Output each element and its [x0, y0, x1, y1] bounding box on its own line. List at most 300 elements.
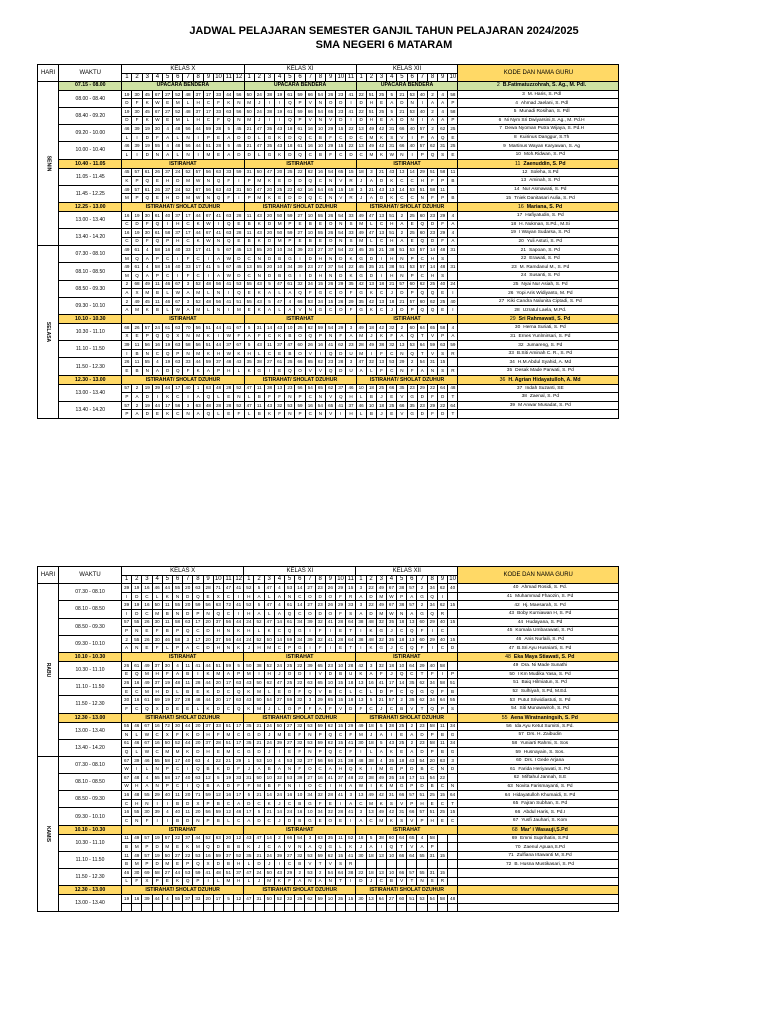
subject-code-cell: N	[397, 609, 407, 618]
subject-code-cell: I	[234, 177, 244, 186]
teacher-code-cell: 5	[387, 90, 397, 99]
teacher-code-cell: 5	[387, 107, 397, 116]
subject-code-cell: C	[234, 748, 244, 757]
teacher-code-cell: 22	[346, 246, 356, 255]
teacher-entry	[458, 739, 619, 748]
subject-code-cell: F	[142, 817, 152, 826]
teacher-code-cell: 46	[142, 756, 152, 765]
teacher-code-cell: 44	[203, 661, 213, 670]
teacher-code-cell: 58	[162, 756, 172, 765]
subject-code-cell: Q	[346, 765, 356, 774]
subject-code-cell: B	[275, 272, 285, 281]
subject-code-cell: A	[264, 306, 274, 315]
teacher-code-cell: 54	[315, 107, 325, 116]
teacher-code-cell: 61	[152, 229, 162, 238]
subject-code-cell: N	[315, 99, 325, 108]
teacher-code-cell: 35	[407, 679, 417, 688]
subject-code-cell: V	[305, 349, 315, 358]
teacher-code-cell: 13	[397, 341, 407, 350]
teacher-code-cell: 17	[183, 229, 193, 238]
teacher-code-cell: 37	[173, 229, 183, 238]
time-slot: 11.50 - 12.30	[59, 696, 122, 713]
subject-code-cell: Q	[427, 306, 437, 315]
subject-code-cell: F	[132, 99, 142, 108]
subject-code-cell: E	[132, 332, 142, 341]
subject-code-cell: K	[376, 799, 386, 808]
teacher-code-cell: 43	[254, 229, 264, 238]
subject-code-cell: P	[285, 220, 295, 229]
class-number: 11	[225, 74, 232, 81]
subject-code-cell: I	[376, 272, 386, 281]
subject-code-cell: K	[213, 765, 223, 774]
subject-code-cell: H	[234, 860, 244, 869]
teacher-code-cell: 2	[397, 211, 407, 220]
break-label: UPACARA BENDERA	[122, 82, 244, 91]
teacher-code-cell: 48	[183, 90, 193, 99]
subject-code-cell: V	[407, 843, 417, 852]
col-header-hari: HARI	[38, 65, 59, 82]
teacher-code: 34	[509, 359, 515, 365]
teacher-code: 68	[511, 826, 518, 833]
subject-code-cell: Q	[234, 289, 244, 298]
teacher-code-cell: 33	[346, 601, 356, 610]
subject-code-cell: C	[326, 306, 336, 315]
subject-code-cell: I	[203, 877, 213, 886]
class-number: 6	[407, 73, 417, 82]
teacher-code-cell: 52	[193, 280, 203, 289]
subject-code-cell: H	[387, 237, 397, 246]
teacher-code-cell: 45	[234, 125, 244, 134]
subject-code-cell	[448, 843, 458, 852]
subject-code-cell: N	[183, 133, 193, 142]
schedule-row-subjects	[38, 670, 619, 679]
teacher-code-cell: 27	[295, 211, 305, 220]
subject-code-cell: Q	[285, 99, 295, 108]
break-label: ISTIRAHAT	[122, 652, 244, 661]
subject-code-cell: A	[172, 670, 182, 679]
subject-code-cell: M	[376, 765, 386, 774]
teacher-code-cell: 57	[397, 280, 407, 289]
time-slot: 12.30 - 13.00	[59, 886, 122, 895]
teacher-code-cell: 34	[315, 297, 325, 306]
subject-code-cell: I	[356, 644, 366, 653]
subject-code-cell: K	[183, 731, 193, 740]
subject-code-cell: L	[366, 237, 376, 246]
teacher-code-cell: 51	[387, 229, 397, 238]
teacher-code-cell: 41	[213, 211, 223, 220]
schedule-row-codes	[38, 696, 619, 705]
teacher-entry	[458, 220, 619, 229]
subject-code-cell: K	[163, 410, 173, 419]
subject-code-cell: H	[193, 99, 203, 108]
subject-code-cell: P	[162, 782, 172, 791]
teacher-code-cell: 2	[407, 722, 417, 731]
teacher-code: 40	[513, 585, 519, 591]
teacher-code-cell: 26	[122, 358, 132, 367]
subject-code-cell: K	[234, 627, 244, 636]
teacher-code-cell: 47	[264, 618, 274, 627]
subject-code-cell: D	[285, 133, 295, 142]
subject-code-cell: M	[142, 289, 152, 298]
break-label: ISTIRAHAT	[356, 315, 458, 324]
teacher-name: Farida Heriyawati, S. Pd	[518, 766, 571, 772]
break-row	[38, 202, 619, 211]
teacher-code-cell: 37	[193, 90, 203, 99]
subject-code-cell: D	[152, 860, 162, 869]
subject-code-cell: C	[285, 860, 295, 869]
subject-code-cell: N	[417, 877, 427, 886]
subject-code-cell: G	[448, 731, 458, 740]
subject-code-cell: V	[325, 860, 335, 869]
teacher-entry	[458, 834, 619, 843]
teacher-code-cell: 25	[285, 661, 295, 670]
subject-code-cell: H	[387, 272, 397, 281]
subject-code-cell: V	[336, 194, 346, 203]
schedule-row-codes	[38, 635, 619, 644]
teacher-entry	[458, 704, 619, 713]
subject-code-cell: I	[173, 272, 183, 281]
schedule-row-codes	[38, 618, 619, 627]
teacher-code-cell: 3	[346, 791, 356, 800]
teacher-code-cell: 2	[417, 584, 427, 593]
teacher-code-cell: 44	[234, 618, 244, 627]
teacher-code-cell: 64	[376, 895, 386, 904]
subject-code-cell: G	[305, 799, 315, 808]
subject-code-cell: K	[254, 289, 264, 298]
teacher-code-cell	[437, 834, 447, 843]
teacher-code-cell: 19	[142, 125, 152, 134]
teacher-code-cell: 17	[234, 791, 244, 800]
teacher-code-cell: 16	[152, 341, 162, 350]
teacher-code-cell: 40	[437, 618, 447, 627]
teacher-code-cell: 24	[264, 722, 274, 731]
teacher-code-cell: 55	[448, 696, 458, 705]
teacher-code: 18	[510, 221, 517, 227]
teacher-name: Muhammad Fhaozin, S. Pd	[515, 594, 574, 600]
teacher-code-cell: 45	[234, 263, 244, 272]
subject-code-cell: A	[438, 116, 448, 125]
subject-code-cell: E	[387, 410, 397, 419]
subject-code-cell: D	[366, 254, 376, 263]
subject-code-cell: C	[163, 254, 173, 263]
subject-code-cell: K	[183, 843, 193, 852]
teacher-code-cell: 11	[254, 384, 264, 393]
teacher-code-cell: 15	[346, 895, 356, 904]
teacher-code-cell: 28	[213, 401, 223, 410]
teacher-code-cell: 24	[173, 185, 183, 194]
subject-code-cell: C	[305, 150, 315, 159]
class-number: 3	[142, 73, 152, 82]
teacher-code-cell: 23	[315, 601, 325, 610]
document-header	[0, 24, 768, 52]
teacher-code-cell: 53	[407, 90, 417, 99]
teacher-code-cell: 52	[244, 601, 254, 610]
subject-code-cell: D	[285, 194, 295, 203]
teacher-code-cell: 33	[183, 358, 193, 367]
subject-code-cell: G	[315, 306, 325, 315]
teacher-entry	[458, 765, 619, 774]
subject-code-cell: V	[326, 410, 336, 419]
teacher-code-cell: 5	[213, 774, 223, 783]
subject-code-cell: E	[448, 150, 458, 159]
teacher-code-cell: 11	[244, 211, 254, 220]
teacher-code-cell: 22	[183, 851, 193, 860]
teacher-code-cell: 59	[285, 229, 295, 238]
subject-code-cell: B	[448, 177, 458, 186]
subject-code-cell: M	[122, 194, 132, 203]
teacher-code-cell: 49	[376, 601, 386, 610]
teacher-code: 26	[508, 290, 514, 296]
teacher-code-cell: 39	[152, 384, 162, 393]
teacher-code-cell: 37	[193, 107, 203, 116]
subject-code-cell: D	[346, 150, 356, 159]
teacher-code-cell: 57	[407, 584, 417, 593]
teacher-code-cell: 65	[315, 384, 325, 393]
subject-code-cell: C	[122, 220, 132, 229]
teacher-code-cell: 11	[437, 722, 447, 731]
teacher-code-cell: 64	[407, 851, 417, 860]
time-slot: 11.10 - 11.50	[59, 851, 122, 868]
teacher-code-cell: 14	[274, 635, 284, 644]
subject-code-cell: C	[437, 644, 447, 653]
subject-code-cell: B	[234, 843, 244, 852]
subject-code-cell: C	[356, 150, 366, 159]
teacher-code-cell: 41	[346, 739, 356, 748]
teacher-name: Aena Wiratnaningsih, S. Pd	[510, 714, 578, 721]
subject-code-cell: E	[213, 150, 223, 159]
teacher-code-cell: 21	[376, 246, 386, 255]
subject-code-cell: D	[244, 799, 254, 808]
subject-code-cell: W	[122, 782, 132, 791]
teacher-code-cell: 65	[315, 679, 325, 688]
subject-code-cell: X	[203, 860, 213, 869]
subject-code-cell: D	[417, 731, 427, 740]
subject-code-cell: V	[295, 306, 305, 315]
teacher-code-cell: 65	[427, 324, 437, 333]
subject-code-cell: D	[234, 150, 244, 159]
subject-code-cell: U	[346, 670, 356, 679]
teacher-code-cell: 4	[163, 125, 173, 134]
teacher-code-cell: 10	[264, 774, 274, 783]
teacher-code-cell: 39	[295, 263, 305, 272]
subject-code-cell	[417, 860, 427, 869]
teacher-entry	[458, 384, 619, 393]
subject-code-cell: Q	[427, 592, 437, 601]
teacher-code-cell: 38	[397, 601, 407, 610]
subject-code-cell: E	[325, 799, 335, 808]
teacher-code-cell: 18	[376, 401, 386, 410]
teacher-code-cell: 17	[172, 756, 182, 765]
subject-code-cell: A	[407, 731, 417, 740]
subject-code-cell: A	[213, 254, 223, 263]
subject-code-cell: O	[305, 765, 315, 774]
teacher-code-cell: 33	[183, 263, 193, 272]
subject-code-cell: A	[193, 393, 203, 402]
teacher-code-cell: 41	[193, 661, 203, 670]
subject-code-cell: K	[244, 843, 254, 852]
teacher-code: 12	[522, 169, 528, 175]
subject-code-cell: F	[437, 687, 447, 696]
teacher-code-cell: 4	[203, 756, 213, 765]
subject-code-cell: Q	[163, 332, 173, 341]
teacher-code-cell: 44	[193, 834, 203, 843]
subject-code-cell: D	[356, 877, 366, 886]
subject-code-cell: I	[305, 627, 315, 636]
subject-code-cell: G	[356, 254, 366, 263]
subject-code-cell: I	[335, 799, 345, 808]
subject-code-cell: D	[427, 237, 437, 246]
subject-code-cell: I	[234, 194, 244, 203]
teacher-code-cell: 67	[234, 341, 244, 350]
teacher-code-cell: 47	[254, 834, 264, 843]
teacher-code: 60	[516, 758, 522, 764]
teacher-code-cell: 67	[203, 211, 213, 220]
teacher-code-cell: 37	[213, 358, 223, 367]
teacher-code-cell: 31	[254, 324, 264, 333]
subject-code-cell: K	[203, 687, 213, 696]
subject-code-cell: P	[244, 194, 254, 203]
subject-code-cell: W	[193, 194, 203, 203]
class-number: 10	[337, 576, 344, 583]
teacher-code-cell: 4	[438, 107, 448, 116]
teacher-code-cell: 55	[152, 142, 162, 151]
teacher-code-cell: 23	[417, 401, 427, 410]
teacher-code-cell: 67	[152, 107, 162, 116]
subject-code-cell: N	[183, 410, 193, 419]
subject-code-cell: I	[356, 627, 366, 636]
schedule-row-subjects	[38, 272, 619, 281]
subject-code-cell: C	[397, 177, 407, 186]
subject-code-cell: P	[438, 332, 448, 341]
teacher-entry	[458, 297, 619, 306]
teacher-code-cell: 24	[254, 90, 264, 99]
subject-code-cell: K	[366, 289, 376, 298]
subject-code-cell: G	[305, 817, 315, 826]
subject-code-cell: I	[132, 150, 142, 159]
subject-code-cell: H	[244, 609, 254, 618]
subject-code-cell: N	[285, 765, 295, 774]
teacher-code-cell: 56	[223, 618, 233, 627]
teacher-code-cell: 33	[346, 211, 356, 220]
teacher-entry	[458, 679, 619, 688]
subject-code-cell: M	[356, 237, 366, 246]
subject-code-cell: Q	[152, 237, 162, 246]
teacher-code-cell: 4	[162, 895, 172, 904]
subject-code-cell: A	[213, 272, 223, 281]
teacher-code-cell: 22	[366, 584, 376, 593]
teacher-code-cell: 53	[285, 774, 295, 783]
teacher-code-cell: 29	[315, 696, 325, 705]
teacher-name: Aminah, S. Pd	[529, 178, 560, 184]
subject-code-cell: E	[122, 687, 132, 696]
teacher-code-cell: 65	[326, 185, 336, 194]
teacher-code-cell: 11	[183, 679, 193, 688]
teacher-code-cell: 11	[448, 168, 458, 177]
teacher-name: B.Fatimatuzzohrah, S. Ag., M. Pdl.	[502, 82, 587, 89]
subject-code-cell: L	[203, 306, 213, 315]
subject-code-cell: O	[326, 99, 336, 108]
teacher-code-cell: 10	[264, 756, 274, 765]
teacher-code-cell: 1	[244, 756, 254, 765]
teacher-code-cell: 22	[438, 401, 448, 410]
teacher-name: Erawati, S. Pd	[529, 256, 560, 262]
teacher-code-cell: 15	[326, 297, 336, 306]
class-number: 10	[215, 74, 222, 81]
subject-code-cell: B	[244, 237, 254, 246]
teacher-code-cell: 58	[152, 246, 162, 255]
subject-code-cell: W	[224, 332, 234, 341]
teacher-code-cell: 23	[417, 739, 427, 748]
subject-code-cell: P	[407, 782, 417, 791]
subject-code-cell: A	[356, 592, 366, 601]
subject-code-cell: C	[142, 609, 152, 618]
subject-code-cell: F	[325, 704, 335, 713]
col-header-kode: KODE DAN NAMA GURU	[458, 567, 619, 584]
subject-code-cell: T	[315, 860, 325, 869]
class-number: 4	[387, 73, 397, 82]
schedule-row-codes	[38, 125, 619, 134]
teacher-code-cell: 45	[142, 107, 152, 116]
subject-code-cell: I	[183, 765, 193, 774]
col-header-waktu: WAKTU	[59, 65, 122, 82]
teacher-code-cell	[448, 851, 458, 860]
subject-code-cell	[223, 903, 233, 912]
teacher-entry	[458, 168, 619, 177]
subject-code-cell: B	[275, 254, 285, 263]
subject-code-cell: L	[275, 289, 285, 298]
teacher-code-cell: 53	[417, 895, 427, 904]
teacher-code-cell: 48	[366, 618, 376, 627]
teacher-code-cell: 60	[295, 341, 305, 350]
teacher-code-cell: 31	[234, 185, 244, 194]
subject-code-cell: D	[152, 843, 162, 852]
teacher-code-cell: 32	[295, 851, 305, 860]
time-slot: 13.40 - 14.20	[59, 739, 122, 756]
teacher-code-cell: 48	[366, 635, 376, 644]
teacher-code-cell: 39	[122, 601, 132, 610]
teacher-code-cell: 17	[193, 246, 203, 255]
subject-code-cell: D	[234, 254, 244, 263]
teacher-code-cell: 28	[234, 229, 244, 238]
subject-code-cell: N	[326, 254, 336, 263]
subject-code-cell: R	[346, 194, 356, 203]
subject-code-cell: H	[203, 748, 213, 757]
teacher-code-cell: 60	[417, 297, 427, 306]
subject-code-cell	[448, 627, 458, 636]
subject-code-cell: N	[285, 410, 295, 419]
teacher-code-cell: 56	[203, 808, 213, 817]
teacher-code-cell: 66	[305, 107, 315, 116]
subject-code-cell: E	[163, 99, 173, 108]
teacher-code-cell: 55	[315, 229, 325, 238]
teacher-code: 28	[514, 307, 520, 313]
break-row	[38, 713, 619, 722]
teacher-code-cell: 25	[295, 895, 305, 904]
teacher-code-cell: 2	[132, 384, 142, 393]
teacher-code-cell: 23	[346, 341, 356, 350]
teacher-code-cell: 47	[366, 211, 376, 220]
subject-code-cell: C	[407, 670, 417, 679]
subject-code-cell: O	[295, 367, 305, 376]
subject-code-cell: N	[203, 194, 213, 203]
teacher-code-cell: 10	[315, 142, 325, 151]
teacher-name: Dra. Ni Made Sunathi	[521, 663, 568, 669]
teacher-code-cell: 53	[254, 756, 264, 765]
subject-code-cell: B	[122, 843, 132, 852]
subject-code-cell: M	[223, 748, 233, 757]
subject-code-cell: X	[132, 289, 142, 298]
teacher-code-cell: 39	[274, 851, 284, 860]
